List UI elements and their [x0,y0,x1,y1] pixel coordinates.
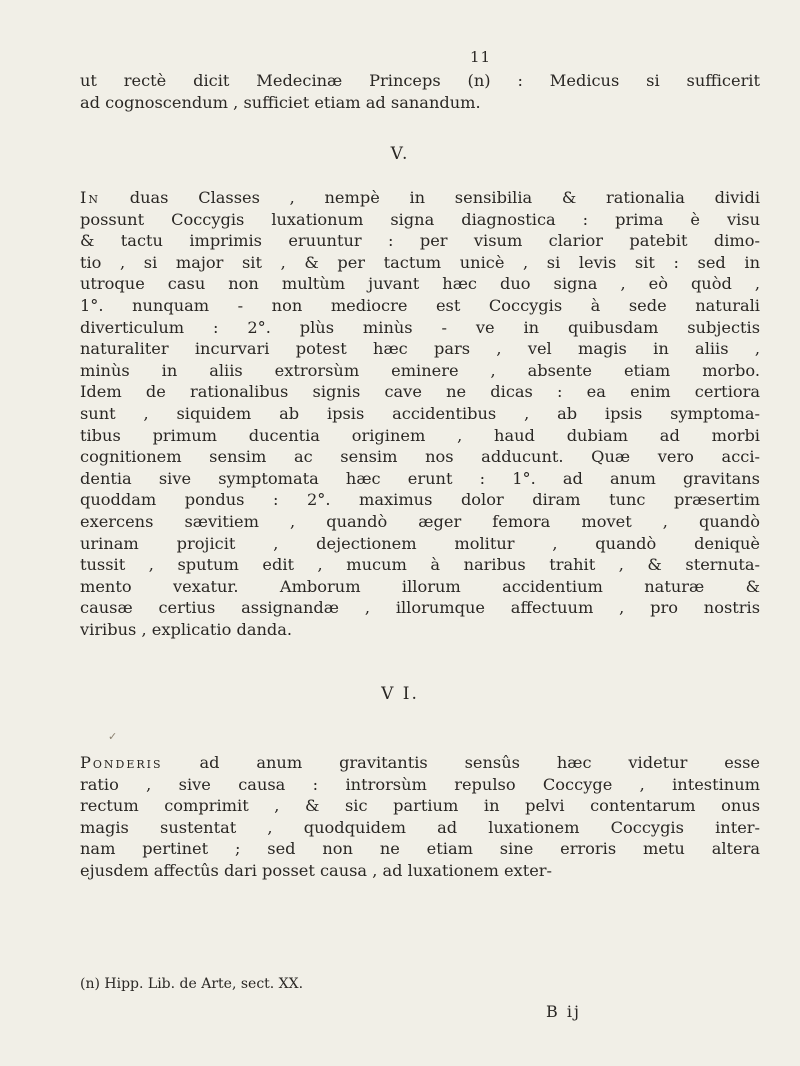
stray-ink-mark: ✓ [108,730,118,743]
paragraph-line [80,752,760,774]
paragraph-line: diverticulum : 2°. plùs minùs - ve in quibusdam subjectis [80,317,760,337]
section-vi-paragraph [80,752,760,882]
paragraph-line: utroque casu non multùm juvant hæc duo signa , eò quòd , [80,274,760,294]
paragraph-line: rectum comprimit , & sic partium in pelvi contentarum onus [80,796,760,816]
opening-word: In [80,188,101,207]
paragraph-line: 1°. nunquam - non mediocre est Coccygis à sede naturali [80,295,760,315]
paragraph-line: minùs in aliis extrorsùm eminere , absente etiam morbo. [80,360,760,380]
paragraph-line: ejusdem affectûs dari posset causa , ad luxationem exter- [80,860,552,880]
signature-mark: B ij [546,1002,581,1021]
footnote: (n) Hipp. Lib. de Arte, sect. XX. [80,976,304,992]
paragraph-line: Idem de rationalibus signis cave ne dicas : ea enim certiora [80,382,760,402]
paragraph-line: quoddam pondus : 2°. maximus dolor diram tunc præsertim [80,490,760,510]
paragraph-line: cognitionem sensim ac sensim nos adducunt. Quæ vero acci- [80,447,760,467]
paragraph-line: ratio , sive causa : introrsùm repulso Coccyge , intestinum [80,774,760,794]
paragraph-line: possunt Coccygis luxationum signa diagnostica : prima è visu [80,209,760,229]
paragraph-line: magis sustentat , quodquidem ad luxationem Coccygis inter- [80,817,760,837]
section-v-paragraph [80,187,760,640]
line-text: ad anum gravitantis sensûs hæc videtur esse [162,753,760,772]
paragraph-line: tio , si major sit , & per tactum unicè , si levis sit : sed in [80,252,760,272]
paragraph-line: dentia sive symptomata hæc erunt : 1°. ad anum gravitans [80,468,760,488]
paragraph-line: & tactu imprimis eruuntur : per visum clarior patebit dimo- [80,231,760,251]
section-heading-v: V. [390,144,410,164]
paragraph-line: urinam projicit , dejectionem molitur , quandò deniquè [80,533,760,553]
paragraph-line: tibus primum ducentia originem , haud dubiam ad morbi [80,425,760,445]
paragraph-line: nam pertinet ; sed non ne etiam sine erroris metu altera [80,839,760,859]
section-heading-vi: V I. [381,684,419,704]
paragraph-line [80,187,760,209]
intro-line: ad cognoscendum , sufficiet etiam ad sanandum. [80,92,481,112]
paragraph-line: tussit , sputum edit , mucum à naribus trahit , & sternuta- [80,555,760,575]
paragraph-line: mento vexatur. Amborum illorum accidentium naturæ & [80,576,760,596]
line-text: duas Classes , nempè in sensibilia & rationalia dividi [100,188,760,207]
opening-word: Ponderis [80,753,163,772]
intro-line: ut rectè dicit Medecinæ Princeps (n) : Medicus si sufficerit [80,71,760,90]
intro-paragraph [80,70,760,113]
paragraph-line: exercens sævitiem , quandò æger femora movet , quandò [80,511,760,531]
paragraph-line: sunt , siquidem ab ipsis accidentibus , ab ipsis symptoma- [80,403,760,423]
paragraph-line: naturaliter incurvari potest hæc pars , vel magis in aliis , [80,339,760,359]
paragraph-line: viribus , explicatio danda. [80,619,293,639]
page-number: 11 [470,48,492,66]
paragraph-line: causæ certius assignandæ , illorumque affectuum , pro nostris [80,598,760,618]
